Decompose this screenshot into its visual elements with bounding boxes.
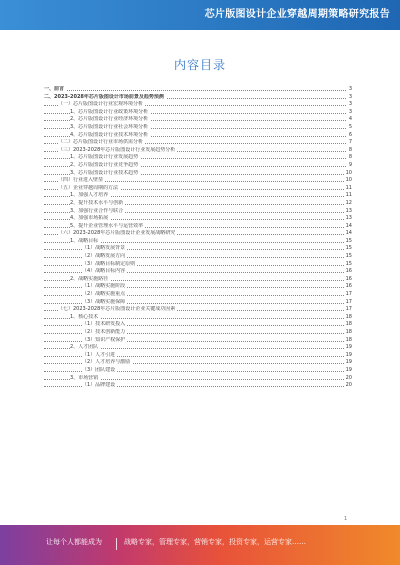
toc-entry-page: 16 — [345, 268, 352, 275]
toc-entry-page: 19 — [345, 366, 352, 373]
toc-entry[interactable] — [44, 238, 352, 246]
toc-entry-page: 12 — [345, 199, 352, 206]
toc-entry-label: （六）2023-2028年芯片版图设计企业发展战略研究 — [58, 230, 176, 237]
toc-entry[interactable] — [44, 215, 352, 223]
toc-entry[interactable] — [44, 261, 352, 269]
toc-entry[interactable] — [44, 132, 352, 140]
toc-entry[interactable] — [44, 177, 352, 185]
toc-entry[interactable] — [44, 230, 352, 238]
toc-entry-label: 4、芯片版图设计行业技术环境分析 — [70, 131, 149, 138]
toc-entry-label: 3、芯片版图设计行业社会环境分析 — [70, 123, 149, 130]
toc-entry[interactable] — [44, 192, 352, 200]
toc-entry[interactable] — [44, 170, 352, 178]
toc-entry[interactable] — [44, 86, 352, 94]
footer-divider — [116, 538, 117, 550]
toc-entry-page: 18 — [345, 329, 352, 335]
toc-entry[interactable] — [44, 223, 352, 231]
toc-entry-label: （五）企业穿越周期的方法 — [58, 184, 119, 191]
toc-entry-page: 10 — [345, 177, 352, 184]
footer-slogan-right: 战略专家，管理专家，营销专家，投资专家，运营专家…… — [124, 538, 306, 546]
toc-entry-label: （一）芯片版图设计行业宏观环境分析 — [58, 101, 144, 108]
toc-entry-label: （2）战略实施重点 — [82, 291, 126, 298]
toc-entry[interactable] — [44, 291, 352, 299]
toc-entry-page: 3 — [348, 93, 352, 100]
toc-entry[interactable] — [44, 352, 352, 360]
toc-entry-page: 8 — [348, 146, 352, 153]
toc-entry[interactable] — [44, 314, 352, 322]
toc-entry-page: 13 — [345, 207, 352, 214]
toc-entry-page: 15 — [345, 237, 352, 244]
toc-entry-label: （3）战略实施保障 — [82, 298, 126, 305]
toc-entry-page: 20 — [345, 374, 352, 381]
toc-entry-page: 14 — [345, 222, 352, 229]
toc-entry-label: 1、战略目标 — [70, 237, 99, 244]
toc-entry-page: 6 — [348, 131, 352, 138]
toc-entry[interactable] — [44, 116, 352, 124]
toc-entry[interactable] — [44, 154, 352, 162]
toc-entry-page: 3 — [348, 86, 352, 92]
toc-entry-label: 3、加强行业合作与联合 — [70, 207, 124, 214]
toc-entry[interactable] — [44, 321, 352, 329]
toc-entry-label: （三）2023-2028年芯片版图设计行业发展趋势分析 — [58, 146, 176, 153]
toc-entry-page: 15 — [345, 260, 352, 267]
toc-entry[interactable] — [44, 185, 352, 193]
toc-entry-label: （2）战略发展方向 — [82, 253, 126, 260]
table-of-contents — [44, 86, 352, 390]
toc-entry-page: 18 — [345, 336, 352, 343]
toc-entry-label: 2、提升技术水平与创新 — [70, 199, 124, 206]
toc-entry-page: 17 — [345, 306, 352, 313]
toc-entry-label: 1、芯片版图设计行业发展趋势 — [70, 154, 139, 161]
toc-entry-label: 5、提升企业管理水平与运营效率 — [70, 222, 144, 229]
toc-entry-label: 2、芯片版图设计行业经济环境分析 — [70, 116, 149, 123]
toc-entry[interactable] — [44, 253, 352, 261]
toc-entry-page: 3 — [348, 101, 352, 108]
page-number: 1 — [344, 516, 348, 522]
toc-entry-page: 11 — [345, 192, 352, 199]
toc-entry-page: 15 — [345, 253, 352, 260]
toc-entry[interactable] — [44, 94, 352, 102]
toc-entry-label: 4、加强市场拓展 — [70, 215, 109, 222]
toc-entry-label: （2）人才培养与激励 — [82, 359, 131, 366]
toc-entry[interactable] — [44, 200, 352, 208]
toc-entry[interactable] — [44, 101, 352, 109]
toc-entry-page: 14 — [345, 230, 352, 237]
toc-entry[interactable] — [44, 147, 352, 155]
toc-entry[interactable] — [44, 283, 352, 291]
toc-entry-page: 9 — [348, 161, 352, 168]
toc-entry-label: 2、芯片版图设计行业竞争趋势 — [70, 161, 139, 168]
toc-entry[interactable] — [44, 208, 352, 216]
toc-entry[interactable] — [44, 344, 352, 352]
toc-entry[interactable] — [44, 367, 352, 375]
toc-entry[interactable] — [44, 382, 352, 390]
toc-entry-page: 16 — [345, 283, 352, 290]
toc-entry-page: 18 — [345, 321, 352, 328]
toc-entry-label: （1）人才引进 — [82, 351, 116, 358]
toc-entry-page: 19 — [345, 344, 352, 351]
toc-entry[interactable] — [44, 359, 352, 367]
toc-entry-page: 16 — [345, 275, 352, 282]
toc-entry-page: 19 — [345, 359, 352, 366]
toc-entry-page: 20 — [345, 382, 352, 389]
toc-entry-label: 一、前言 — [44, 86, 65, 92]
toc-entry-page: 7 — [348, 139, 352, 146]
toc-entry-label: 二、2023-2028年芯片版图设计市场前景及趋势预测 — [44, 93, 164, 100]
toc-entry-label: （3）团队建设 — [82, 366, 116, 373]
toc-entry-page: 10 — [345, 169, 352, 176]
toc-entry-page: 17 — [345, 291, 352, 298]
toc-entry-label: 2、人才团队 — [70, 344, 99, 351]
toc-entry-label: 1、加强人才培养 — [70, 192, 109, 199]
toc-entry-page: 15 — [345, 245, 352, 252]
toc-entry-page: 11 — [345, 184, 352, 191]
toc-entry-label: 2、战略实施路径 — [70, 275, 109, 282]
toc-entry-label: 1、核心技术 — [70, 313, 99, 320]
toc-entry-label: （1）战略实施阶段 — [82, 283, 126, 290]
toc-entry[interactable] — [44, 299, 352, 307]
toc-entry-page: 18 — [345, 313, 352, 320]
toc-entry-label: （2）技术创新能力 — [82, 329, 126, 335]
toc-entry-page: 19 — [345, 351, 352, 358]
toc-entry[interactable] — [44, 162, 352, 170]
toc-entry-page: 4 — [348, 116, 352, 123]
toc-entry-page: 13 — [345, 215, 352, 222]
toc-entry-label: （七）2023-2028年芯片版图设计企业关键成功因素 — [58, 306, 176, 313]
toc-entry[interactable] — [44, 245, 352, 253]
toc-entry-page: 3 — [348, 108, 352, 115]
toc-entry-label: （二）芯片版图设计行业市场供需分析 — [58, 139, 144, 146]
toc-heading: 内容目录 — [173, 58, 226, 72]
report-title: 芯片版图设计企业穿越周期策略研究报告 — [204, 9, 390, 20]
toc-entry-label: （1）技术研发投入 — [82, 321, 126, 328]
toc-entry[interactable] — [44, 276, 352, 284]
toc-entry[interactable] — [44, 268, 352, 276]
toc-entry[interactable] — [44, 139, 352, 147]
toc-entry-label: （3）战略目标制定原则 — [82, 260, 136, 267]
toc-entry[interactable] — [44, 375, 352, 383]
toc-entry-label: （3）知识产权保护 — [82, 336, 126, 343]
toc-entry-label: （四）行业进入壁垒 — [58, 177, 104, 184]
toc-entry[interactable] — [44, 329, 352, 337]
toc-entry-page: 17 — [345, 298, 352, 305]
toc-entry-label: 1、芯片版图设计行业政策环境分析 — [70, 108, 149, 115]
toc-entry-page: 5 — [348, 123, 352, 130]
toc-entry-page: 8 — [348, 154, 352, 161]
toc-entry-label: （1）品牌建设 — [82, 382, 116, 389]
toc-leader-dots — [44, 90, 346, 91]
toc-entry[interactable] — [44, 109, 352, 117]
footer-slogan-left: 让每个人都能成为 — [46, 538, 102, 546]
report-header-bar — [0, 0, 400, 30]
toc-entry-label: 3、市场营销 — [70, 374, 99, 381]
toc-entry[interactable] — [44, 306, 352, 314]
toc-entry-label: （4）战略目标内容 — [82, 268, 126, 275]
toc-entry[interactable] — [44, 337, 352, 345]
toc-entry-label: 3、芯片版图设计行业技术趋势 — [70, 169, 139, 176]
toc-entry-label: （1）战略发展背景 — [82, 245, 126, 252]
footer-banner — [0, 525, 400, 565]
toc-entry[interactable] — [44, 124, 352, 132]
